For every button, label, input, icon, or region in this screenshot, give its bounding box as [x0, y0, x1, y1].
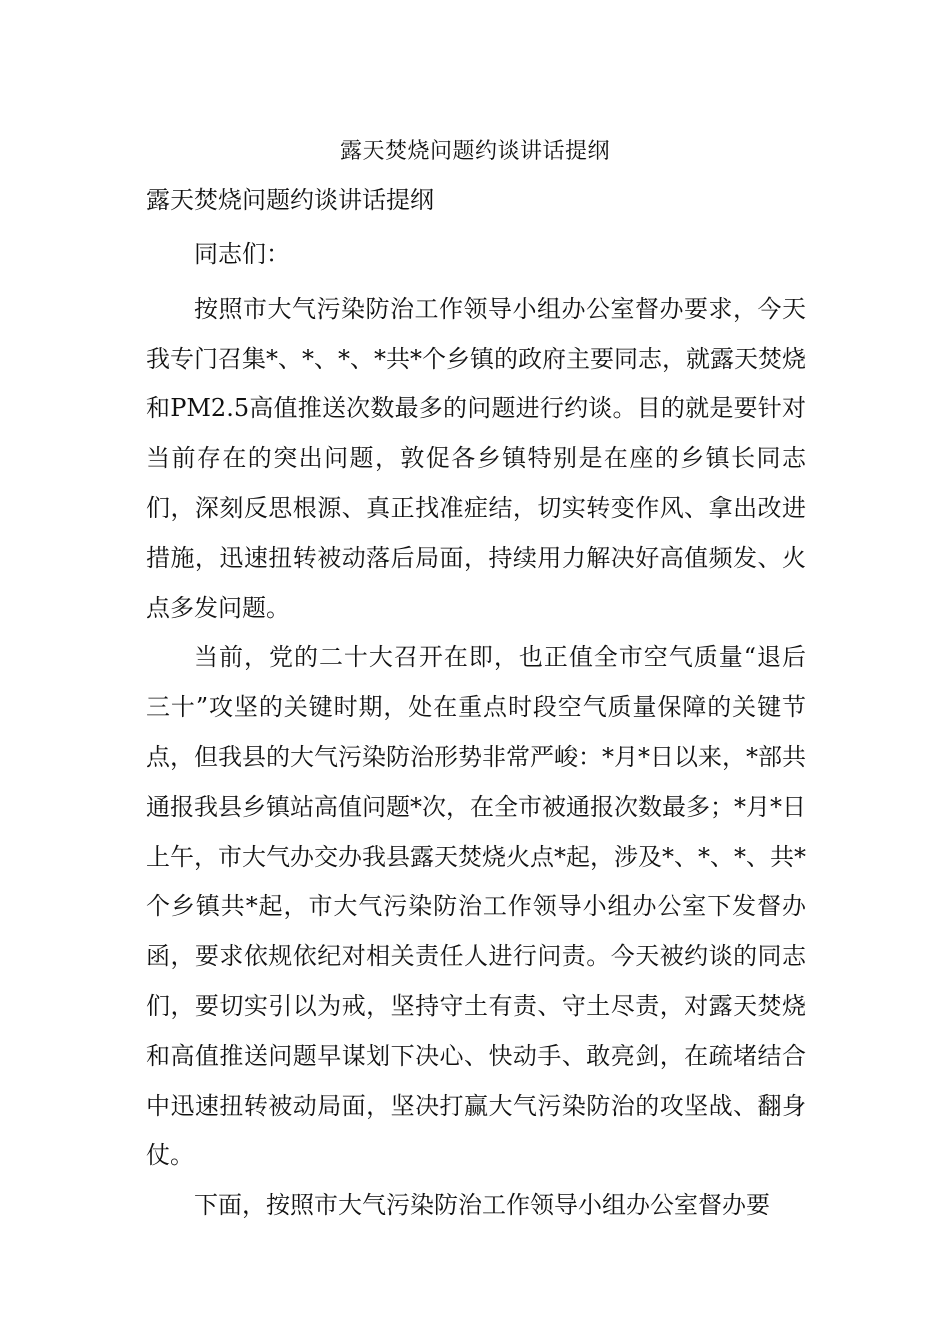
document-subtitle: 露天焚烧问题约谈讲话提纲: [146, 186, 434, 214]
document-title: 露天焚烧问题约谈讲话提纲: [339, 139, 610, 164]
paragraph-3: 下面，按照市大气污染防治工作领导小组办公室督办要: [194, 1191, 770, 1220]
document-body: [146, 181, 806, 1231]
paragraph-2: 当前，党的二十大召开在即，也正值全市空气质量“退后三十”攻坚的关键时期，处在重点时段空气质量保障的关键节点，但我县的大气污染防治形势非常严峻：*月*日以来，*部共通报我县乡镇站高值问题*次，在全市被通报次数最多；*月*日上午，市大气办交办我县露天焚烧火点*起，涉及*、*、*、共*个乡镇共*起，市大气污染防治工作领导小组办公室下发督办函，要求依规依纪对相关责任人进行问责。今天被约谈的同志们，要切实引以为戒，坚持守土有责、守土尽责，对露天焚烧和高值推送问题早谋划下决心、快动手、敢亮剑，在疏堵结合中迅速扭转被动局面，坚决打赢大气污染防治的攻坚战、翻身仗。: [146, 643, 806, 1170]
paragraph-1: 按照市大气污染防治工作领导小组办公室督办要求，今天我专门召集*、*、*、*共*个乡镇的政府主要同志，就露天焚烧和PM2.5高值推送次数最多的问题进行约谈。目的就是要针对当前存在的突出问题，敦促各乡镇特别是在座的乡镇长同志们，深刻反思根源、真正找准症结，切实转变作风、拿出改进措施，迅速扭转被动落后局面，持续用力解决好高值频发、火点多发问题。: [146, 294, 806, 622]
greeting: 同志们：: [194, 240, 290, 268]
